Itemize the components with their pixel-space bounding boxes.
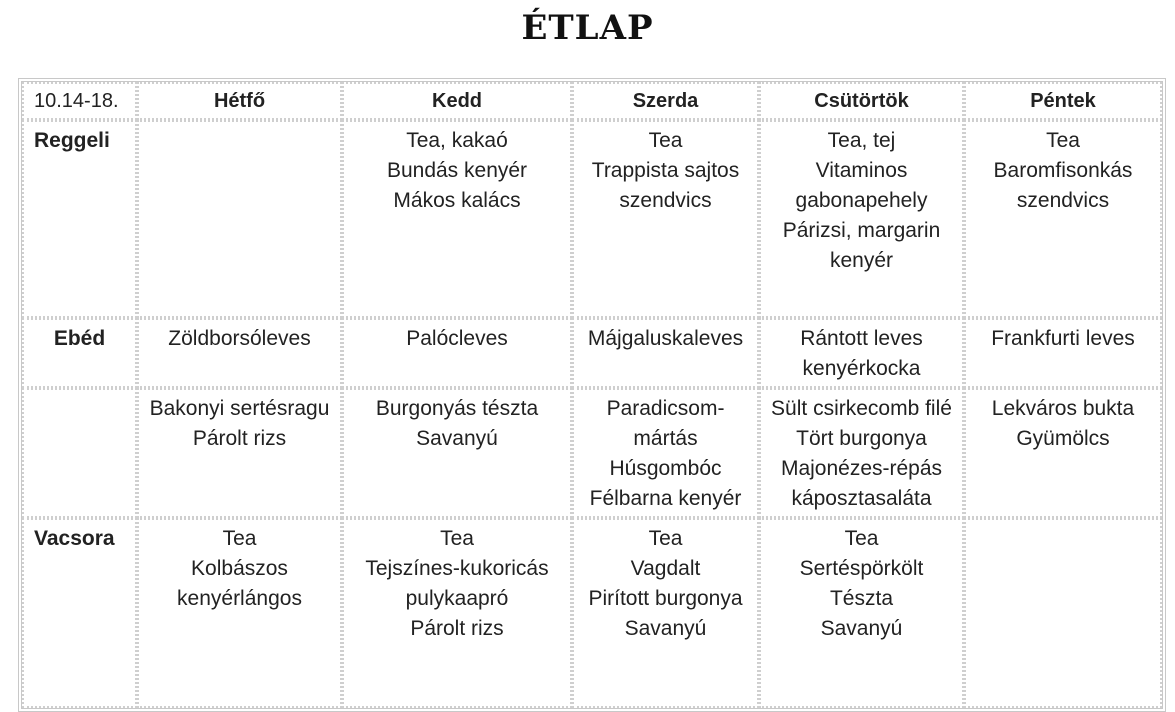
menu-item-line: Tea, kakaó bbox=[406, 129, 508, 152]
menu-item-line: Savanyú bbox=[820, 617, 903, 640]
menu-item-line: Vitaminos bbox=[815, 159, 908, 182]
menu-cell bbox=[137, 120, 342, 318]
menu-item-line: Tészta bbox=[829, 587, 894, 610]
row-label-reggeli: Reggeli bbox=[22, 120, 137, 318]
menu-cell bbox=[572, 388, 759, 518]
menu-item-line: Kolbászos bbox=[191, 557, 288, 580]
menu-item-line: Vagdalt bbox=[630, 557, 701, 580]
menu-item-line: Frankfurti leves bbox=[991, 327, 1135, 350]
menu-cell bbox=[964, 318, 1162, 388]
day-header-monday: Hétfő bbox=[137, 82, 342, 120]
menu-item-line: kenyérkocka bbox=[802, 357, 921, 380]
menu-item-line: Sült csirkecomb filé bbox=[771, 397, 952, 420]
menu-item-line: Lekváros bukta bbox=[991, 397, 1135, 420]
menu-item-line: Savanyú bbox=[416, 427, 498, 450]
menu-item-line: káposztasaláta bbox=[791, 487, 932, 510]
menu-cell bbox=[759, 518, 964, 708]
menu-item-line: gabonapehely bbox=[795, 189, 928, 212]
menu-item-line: Májgaluskaleves bbox=[587, 327, 744, 350]
menu-item-line: Tea bbox=[844, 527, 879, 550]
menu-cell bbox=[964, 120, 1162, 318]
menu-item-line: Tejszínes-kukoricás bbox=[365, 557, 549, 580]
menu-item-line: Mákos kalács bbox=[393, 189, 521, 212]
date-range: 10.14-18. bbox=[22, 82, 137, 120]
menu-cell bbox=[342, 388, 572, 518]
menu-table bbox=[18, 78, 1166, 712]
menu-item-line: Savanyú bbox=[624, 617, 707, 640]
menu-item-line: Tea, tej bbox=[827, 129, 896, 152]
menu-cell bbox=[572, 120, 759, 318]
menu-item-line: szendvics bbox=[619, 189, 712, 212]
menu-item-line: kenyér bbox=[829, 249, 894, 272]
menu-item-line: Tea bbox=[440, 527, 474, 550]
row-ebed-leves bbox=[22, 318, 1162, 388]
menu-cell bbox=[759, 388, 964, 518]
menu-item-line: Pirított burgonya bbox=[588, 587, 743, 610]
menu-cell bbox=[964, 388, 1162, 518]
menu-item-line: Paradicsom- bbox=[606, 397, 725, 420]
menu-item-line: Trappista sajtos bbox=[591, 159, 740, 182]
menu-item-line: Sertéspörkölt bbox=[799, 557, 924, 580]
menu-item-line: Rántott leves bbox=[800, 327, 923, 350]
menu-cell bbox=[572, 318, 759, 388]
menu-cell bbox=[342, 518, 572, 708]
menu-item-line: Tea bbox=[1046, 129, 1080, 152]
menu-cell bbox=[342, 120, 572, 318]
row-label-ebed: Ebéd bbox=[22, 318, 137, 388]
menu-item-line: szendvics bbox=[1016, 189, 1110, 212]
menu-item-line: Zöldborsóleves bbox=[168, 327, 311, 350]
menu-item-line: Tea bbox=[648, 129, 683, 152]
menu-item-line: Burgonyás tészta bbox=[375, 397, 539, 420]
row-vacsora bbox=[22, 518, 1162, 708]
menu-item-line: Baromfisonkás bbox=[993, 159, 1133, 182]
menu-item-line: Párizsi, margarin bbox=[782, 219, 941, 242]
day-header-tuesday: Kedd bbox=[342, 82, 572, 120]
menu-item-line: Majonézes-répás bbox=[780, 457, 943, 480]
page-title: ÉTLAP bbox=[521, 8, 654, 48]
row-label-empty bbox=[22, 388, 137, 518]
menu-cell bbox=[137, 318, 342, 388]
menu-cell bbox=[572, 518, 759, 708]
menu-item-line: Palócleves bbox=[406, 327, 508, 350]
header-row bbox=[22, 82, 1162, 120]
menu-cell bbox=[759, 318, 964, 388]
day-header-friday: Péntek bbox=[964, 82, 1162, 120]
menu-item-line: Húsgombóc bbox=[609, 457, 722, 480]
day-header-thursday: Csütörtök bbox=[759, 82, 964, 120]
menu-item-line: Tea bbox=[222, 527, 257, 550]
row-label-vacsora: Vacsora bbox=[22, 518, 137, 708]
menu-item-line: Párolt rizs bbox=[410, 617, 504, 640]
menu-item-line: Bakonyi sertésragu bbox=[149, 397, 330, 420]
menu-item-line: Bundás kenyér bbox=[386, 159, 528, 182]
menu-cell bbox=[759, 120, 964, 318]
menu-item-line: Félbarna kenyér bbox=[589, 487, 742, 510]
day-header-wednesday: Szerda bbox=[572, 82, 759, 120]
menu-item-line: Tört burgonya bbox=[796, 427, 927, 450]
menu-item-line: Párolt rizs bbox=[192, 427, 287, 450]
row-reggeli bbox=[22, 120, 1162, 318]
row-ebed-fo bbox=[22, 388, 1162, 518]
menu-cell bbox=[137, 388, 342, 518]
menu-cell bbox=[342, 318, 572, 388]
menu-item-line: kenyérlángos bbox=[177, 587, 302, 610]
menu-cell bbox=[964, 518, 1162, 708]
menu-cell bbox=[137, 518, 342, 708]
menu-item-line: pulykaapró bbox=[405, 587, 509, 610]
menu-item-line: Tea bbox=[648, 527, 683, 550]
menu-item-line: mártás bbox=[633, 427, 698, 450]
menu-item-line: Gyümölcs bbox=[1016, 427, 1110, 450]
